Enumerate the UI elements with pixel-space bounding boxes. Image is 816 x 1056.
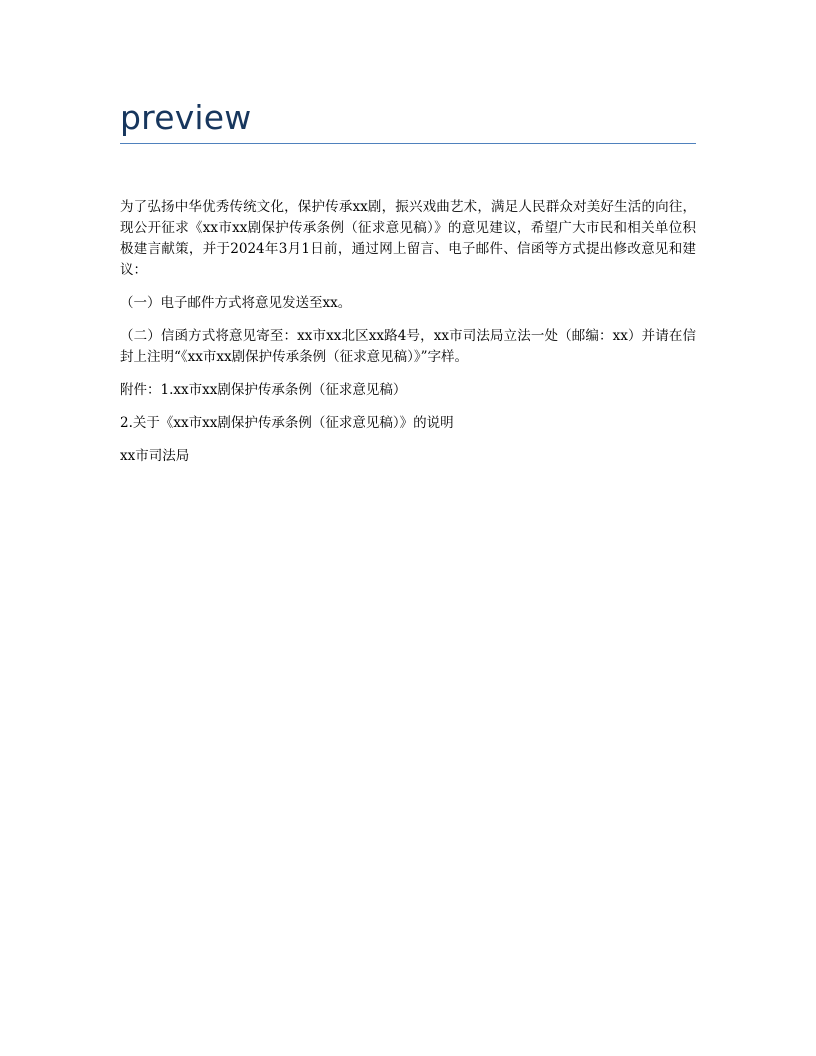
attachment-2-paragraph: 2.关于《xx市xx剧保护传承条例（征求意见稿）》的说明 <box>120 415 454 431</box>
signature-paragraph: xx市司法局 <box>120 448 190 464</box>
document-title: preview <box>120 98 252 137</box>
document-body <box>120 197 696 479</box>
letter-method-paragraph: （二）信函方式将意见寄至：xx市xx北区xx路4号，xx市司法局立法一处（邮编：xx）并请在信封上注明“《xx市xx剧保护传承条例（征求意见稿）》”字样。 <box>120 328 696 365</box>
intro-paragraph: 为了弘扬中华优秀传统文化，保护传承xx剧，振兴戏曲艺术，满足人民群众对美好生活的向往，现公开征求《xx市xx剧保护传承条例（征求意见稿）》的意见建议，希望广大市民和相关单位积极建言献策，并于2024年3月1日前，通过网上留言、电子邮件、信函等方式提出修改意见和建议： <box>120 199 696 278</box>
attachment-1-paragraph: 附件：1.xx市xx剧保护传承条例（征求意见稿） <box>120 382 407 398</box>
email-method-paragraph: （一）电子邮件方式将意见发送至xx。 <box>120 295 352 311</box>
title-underline <box>120 143 696 144</box>
